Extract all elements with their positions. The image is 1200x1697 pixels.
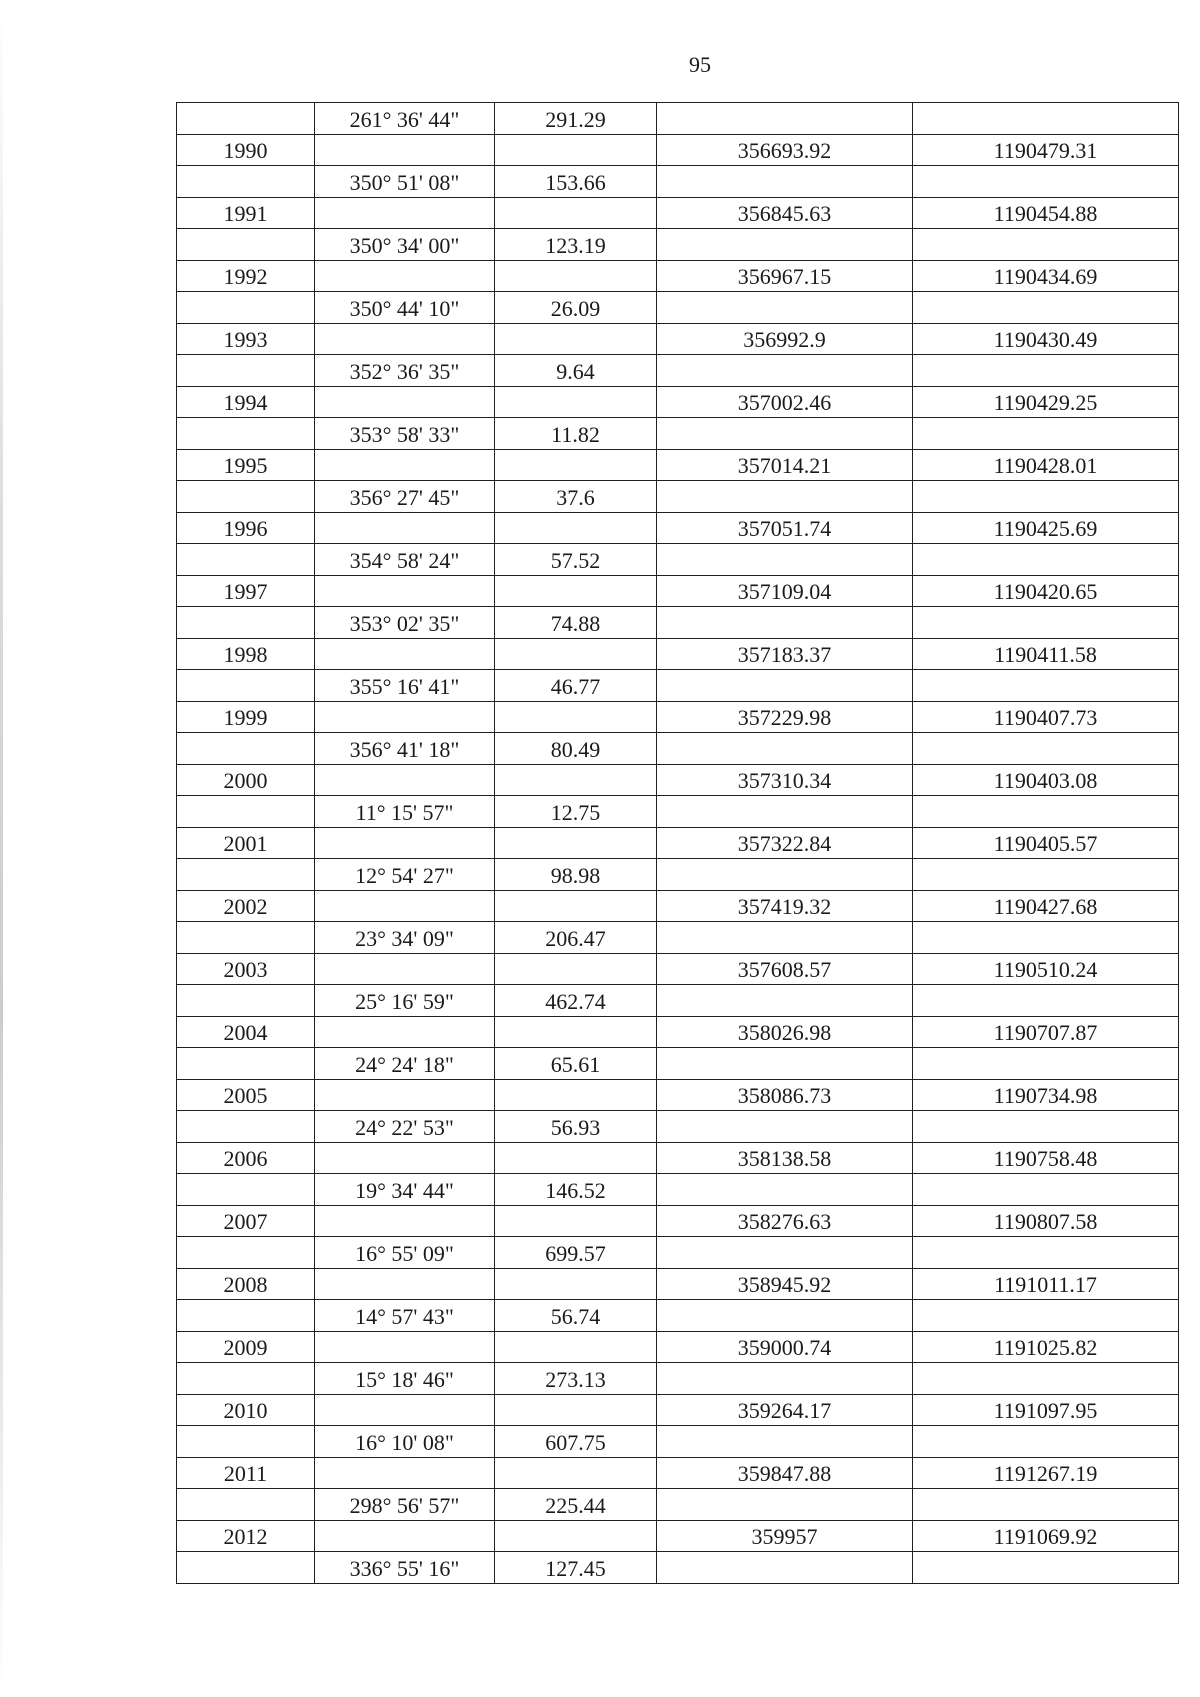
northing-cell xyxy=(657,1363,913,1395)
northing-cell xyxy=(657,922,913,954)
northing-cell xyxy=(657,859,913,891)
table-row xyxy=(177,1394,1179,1426)
easting-cell xyxy=(913,733,1179,765)
bearing-cell: 261° 36' 44" xyxy=(315,103,495,135)
year-cell: 1992 xyxy=(177,260,315,292)
northing-cell xyxy=(657,544,913,576)
table-row xyxy=(177,260,1179,292)
northing-cell: 359000.74 xyxy=(657,1331,913,1363)
easting-cell: 1191011.17 xyxy=(913,1268,1179,1300)
year-cell: 1998 xyxy=(177,638,315,670)
year-cell: 1991 xyxy=(177,197,315,229)
easting-cell: 1190407.73 xyxy=(913,701,1179,733)
distance-cell: 46.77 xyxy=(495,670,657,702)
distance-cell: 56.74 xyxy=(495,1300,657,1332)
northing-cell xyxy=(657,1552,913,1584)
bearing-cell xyxy=(315,1016,495,1048)
year-cell: 2009 xyxy=(177,1331,315,1363)
easting-cell: 1191069.92 xyxy=(913,1520,1179,1552)
distance-cell xyxy=(495,638,657,670)
table-row xyxy=(177,1048,1179,1080)
bearing-cell: 354° 58' 24" xyxy=(315,544,495,576)
year-cell xyxy=(177,544,315,576)
distance-cell xyxy=(495,890,657,922)
easting-cell xyxy=(913,1237,1179,1269)
year-cell xyxy=(177,607,315,639)
table-row xyxy=(177,764,1179,796)
northing-cell xyxy=(657,796,913,828)
bearing-cell xyxy=(315,1205,495,1237)
northing-cell: 357310.34 xyxy=(657,764,913,796)
northing-cell: 357002.46 xyxy=(657,386,913,418)
bearing-cell: 336° 55' 16" xyxy=(315,1552,495,1584)
easting-cell xyxy=(913,103,1179,135)
distance-cell xyxy=(495,1520,657,1552)
distance-cell: 80.49 xyxy=(495,733,657,765)
year-cell: 2010 xyxy=(177,1394,315,1426)
distance-cell: 65.61 xyxy=(495,1048,657,1080)
table-row xyxy=(177,1142,1179,1174)
northing-cell: 358945.92 xyxy=(657,1268,913,1300)
northing-cell xyxy=(657,166,913,198)
distance-cell: 153.66 xyxy=(495,166,657,198)
year-cell: 2007 xyxy=(177,1205,315,1237)
easting-cell xyxy=(913,1174,1179,1206)
easting-cell xyxy=(913,1363,1179,1395)
bearing-cell xyxy=(315,764,495,796)
easting-cell: 1190420.65 xyxy=(913,575,1179,607)
bearing-cell: 23° 34' 09" xyxy=(315,922,495,954)
distance-cell xyxy=(495,1457,657,1489)
distance-cell xyxy=(495,1016,657,1048)
table-row xyxy=(177,985,1179,1017)
northing-cell xyxy=(657,985,913,1017)
northing-cell: 356992.9 xyxy=(657,323,913,355)
easting-cell xyxy=(913,607,1179,639)
bearing-cell xyxy=(315,1394,495,1426)
northing-cell xyxy=(657,1489,913,1521)
table-row xyxy=(177,1552,1179,1584)
table-row xyxy=(177,859,1179,891)
easting-cell xyxy=(913,544,1179,576)
year-cell xyxy=(177,1300,315,1332)
easting-cell xyxy=(913,670,1179,702)
bearing-cell xyxy=(315,638,495,670)
easting-cell xyxy=(913,166,1179,198)
distance-cell xyxy=(495,1394,657,1426)
table-row xyxy=(177,607,1179,639)
year-cell: 1999 xyxy=(177,701,315,733)
easting-cell xyxy=(913,796,1179,828)
table-row xyxy=(177,953,1179,985)
easting-cell xyxy=(913,922,1179,954)
distance-cell xyxy=(495,449,657,481)
northing-cell: 357419.32 xyxy=(657,890,913,922)
bearing-cell: 19° 34' 44" xyxy=(315,1174,495,1206)
bearing-cell: 350° 44' 10" xyxy=(315,292,495,324)
table-row xyxy=(177,418,1179,450)
northing-cell: 359264.17 xyxy=(657,1394,913,1426)
year-cell xyxy=(177,796,315,828)
year-cell: 2006 xyxy=(177,1142,315,1174)
northing-cell xyxy=(657,1111,913,1143)
distance-cell: 127.45 xyxy=(495,1552,657,1584)
distance-cell: 9.64 xyxy=(495,355,657,387)
northing-cell xyxy=(657,1048,913,1080)
distance-cell: 12.75 xyxy=(495,796,657,828)
year-cell xyxy=(177,1174,315,1206)
easting-cell: 1191267.19 xyxy=(913,1457,1179,1489)
easting-cell: 1190454.88 xyxy=(913,197,1179,229)
easting-cell xyxy=(913,1300,1179,1332)
easting-cell: 1190425.69 xyxy=(913,512,1179,544)
table-row xyxy=(177,134,1179,166)
easting-cell xyxy=(913,985,1179,1017)
year-cell xyxy=(177,1048,315,1080)
table-row xyxy=(177,670,1179,702)
survey-table-body xyxy=(177,103,1179,1584)
table-row xyxy=(177,103,1179,135)
northing-cell: 357051.74 xyxy=(657,512,913,544)
bearing-cell: 355° 16' 41" xyxy=(315,670,495,702)
distance-cell xyxy=(495,197,657,229)
easting-cell xyxy=(913,1048,1179,1080)
distance-cell: 291.29 xyxy=(495,103,657,135)
easting-cell xyxy=(913,1552,1179,1584)
easting-cell xyxy=(913,481,1179,513)
table-row xyxy=(177,638,1179,670)
year-cell xyxy=(177,166,315,198)
bearing-cell xyxy=(315,323,495,355)
northing-cell: 358026.98 xyxy=(657,1016,913,1048)
easting-cell: 1191025.82 xyxy=(913,1331,1179,1363)
year-cell xyxy=(177,985,315,1017)
year-cell xyxy=(177,1237,315,1269)
easting-cell: 1190427.68 xyxy=(913,890,1179,922)
northing-cell: 357183.37 xyxy=(657,638,913,670)
easting-cell: 1190429.25 xyxy=(913,386,1179,418)
table-row xyxy=(177,1520,1179,1552)
table-row xyxy=(177,922,1179,954)
distance-cell: 607.75 xyxy=(495,1426,657,1458)
bearing-cell xyxy=(315,449,495,481)
table-row xyxy=(177,292,1179,324)
distance-cell xyxy=(495,701,657,733)
distance-cell xyxy=(495,1142,657,1174)
bearing-cell: 11° 15' 57" xyxy=(315,796,495,828)
bearing-cell: 353° 02' 35" xyxy=(315,607,495,639)
page-number: 95 xyxy=(689,52,711,77)
distance-cell: 462.74 xyxy=(495,985,657,1017)
year-cell: 1995 xyxy=(177,449,315,481)
easting-cell: 1190430.49 xyxy=(913,323,1179,355)
bearing-cell xyxy=(315,260,495,292)
easting-cell: 1190411.58 xyxy=(913,638,1179,670)
table-row xyxy=(177,575,1179,607)
distance-cell: 11.82 xyxy=(495,418,657,450)
table-row xyxy=(177,229,1179,261)
table-row xyxy=(177,481,1179,513)
table-row xyxy=(177,701,1179,733)
bearing-cell xyxy=(315,134,495,166)
distance-cell: 123.19 xyxy=(495,229,657,261)
table-row xyxy=(177,1489,1179,1521)
year-cell: 2002 xyxy=(177,890,315,922)
distance-cell: 206.47 xyxy=(495,922,657,954)
northing-cell xyxy=(657,355,913,387)
northing-cell xyxy=(657,229,913,261)
northing-cell: 356693.92 xyxy=(657,134,913,166)
distance-cell: 273.13 xyxy=(495,1363,657,1395)
scan-edge-shadow xyxy=(0,0,3,1697)
year-cell: 2003 xyxy=(177,953,315,985)
year-cell: 1990 xyxy=(177,134,315,166)
distance-cell xyxy=(495,512,657,544)
distance-cell xyxy=(495,386,657,418)
distance-cell xyxy=(495,260,657,292)
distance-cell xyxy=(495,134,657,166)
northing-cell xyxy=(657,1426,913,1458)
easting-cell xyxy=(913,229,1179,261)
distance-cell: 26.09 xyxy=(495,292,657,324)
table-row xyxy=(177,512,1179,544)
year-cell: 1996 xyxy=(177,512,315,544)
easting-cell xyxy=(913,292,1179,324)
easting-cell: 1191097.95 xyxy=(913,1394,1179,1426)
bearing-cell: 24° 24' 18" xyxy=(315,1048,495,1080)
survey-table xyxy=(176,102,1179,1584)
northing-cell xyxy=(657,607,913,639)
table-row xyxy=(177,1111,1179,1143)
distance-cell: 37.6 xyxy=(495,481,657,513)
northing-cell xyxy=(657,733,913,765)
distance-cell xyxy=(495,953,657,985)
distance-cell: 146.52 xyxy=(495,1174,657,1206)
year-cell: 2005 xyxy=(177,1079,315,1111)
northing-cell: 358138.58 xyxy=(657,1142,913,1174)
northing-cell: 357322.84 xyxy=(657,827,913,859)
year-cell xyxy=(177,1363,315,1395)
bearing-cell: 12° 54' 27" xyxy=(315,859,495,891)
distance-cell xyxy=(495,1079,657,1111)
year-cell xyxy=(177,355,315,387)
table-row xyxy=(177,1237,1179,1269)
year-cell: 1994 xyxy=(177,386,315,418)
northing-cell xyxy=(657,292,913,324)
distance-cell xyxy=(495,827,657,859)
bearing-cell: 16° 55' 09" xyxy=(315,1237,495,1269)
distance-cell: 98.98 xyxy=(495,859,657,891)
distance-cell xyxy=(495,323,657,355)
bearing-cell xyxy=(315,1079,495,1111)
table-row xyxy=(177,827,1179,859)
distance-cell: 225.44 xyxy=(495,1489,657,1521)
table-row xyxy=(177,1426,1179,1458)
year-cell xyxy=(177,481,315,513)
bearing-cell xyxy=(315,701,495,733)
bearing-cell: 356° 41' 18" xyxy=(315,733,495,765)
easting-cell: 1190758.48 xyxy=(913,1142,1179,1174)
northing-cell: 358086.73 xyxy=(657,1079,913,1111)
distance-cell: 699.57 xyxy=(495,1237,657,1269)
bearing-cell: 298° 56' 57" xyxy=(315,1489,495,1521)
table-row xyxy=(177,1457,1179,1489)
year-cell xyxy=(177,922,315,954)
year-cell xyxy=(177,1552,315,1584)
table-row xyxy=(177,1016,1179,1048)
distance-cell: 56.93 xyxy=(495,1111,657,1143)
easting-cell: 1190405.57 xyxy=(913,827,1179,859)
easting-cell: 1190403.08 xyxy=(913,764,1179,796)
bearing-cell xyxy=(315,827,495,859)
distance-cell xyxy=(495,575,657,607)
table-row xyxy=(177,1268,1179,1300)
northing-cell xyxy=(657,1174,913,1206)
table-row xyxy=(177,449,1179,481)
year-cell: 2011 xyxy=(177,1457,315,1489)
bearing-cell: 15° 18' 46" xyxy=(315,1363,495,1395)
easting-cell xyxy=(913,1111,1179,1143)
easting-cell: 1190807.58 xyxy=(913,1205,1179,1237)
northing-cell xyxy=(657,1300,913,1332)
easting-cell: 1190428.01 xyxy=(913,449,1179,481)
easting-cell xyxy=(913,418,1179,450)
easting-cell: 1190434.69 xyxy=(913,260,1179,292)
bearing-cell: 350° 34' 00" xyxy=(315,229,495,261)
easting-cell xyxy=(913,1489,1179,1521)
bearing-cell: 16° 10' 08" xyxy=(315,1426,495,1458)
year-cell: 2004 xyxy=(177,1016,315,1048)
table-row xyxy=(177,355,1179,387)
year-cell: 2008 xyxy=(177,1268,315,1300)
year-cell xyxy=(177,859,315,891)
easting-cell xyxy=(913,355,1179,387)
northing-cell: 358276.63 xyxy=(657,1205,913,1237)
bearing-cell xyxy=(315,953,495,985)
year-cell: 2012 xyxy=(177,1520,315,1552)
year-cell: 1997 xyxy=(177,575,315,607)
northing-cell: 357229.98 xyxy=(657,701,913,733)
northing-cell: 357608.57 xyxy=(657,953,913,985)
table-row xyxy=(177,890,1179,922)
bearing-cell xyxy=(315,890,495,922)
year-cell xyxy=(177,1426,315,1458)
bearing-cell xyxy=(315,1142,495,1174)
year-cell: 2000 xyxy=(177,764,315,796)
table-row xyxy=(177,1205,1179,1237)
northing-cell: 357014.21 xyxy=(657,449,913,481)
bearing-cell: 356° 27' 45" xyxy=(315,481,495,513)
bearing-cell xyxy=(315,575,495,607)
table-row xyxy=(177,323,1179,355)
northing-cell: 359957 xyxy=(657,1520,913,1552)
table-row xyxy=(177,197,1179,229)
northing-cell xyxy=(657,481,913,513)
northing-cell: 359847.88 xyxy=(657,1457,913,1489)
distance-cell: 74.88 xyxy=(495,607,657,639)
table-row xyxy=(177,733,1179,765)
year-cell xyxy=(177,103,315,135)
year-cell: 1993 xyxy=(177,323,315,355)
table-row xyxy=(177,544,1179,576)
year-cell xyxy=(177,229,315,261)
bearing-cell xyxy=(315,197,495,229)
northing-cell xyxy=(657,103,913,135)
year-cell xyxy=(177,1489,315,1521)
year-cell: 2001 xyxy=(177,827,315,859)
distance-cell xyxy=(495,1331,657,1363)
distance-cell xyxy=(495,764,657,796)
bearing-cell xyxy=(315,1268,495,1300)
bearing-cell: 352° 36' 35" xyxy=(315,355,495,387)
bearing-cell xyxy=(315,1331,495,1363)
year-cell xyxy=(177,733,315,765)
year-cell xyxy=(177,1111,315,1143)
bearing-cell: 25° 16' 59" xyxy=(315,985,495,1017)
table-row xyxy=(177,1079,1179,1111)
easting-cell: 1190707.87 xyxy=(913,1016,1179,1048)
year-cell xyxy=(177,418,315,450)
bearing-cell: 350° 51' 08" xyxy=(315,166,495,198)
table-row xyxy=(177,386,1179,418)
northing-cell: 357109.04 xyxy=(657,575,913,607)
table-row xyxy=(177,1300,1179,1332)
bearing-cell xyxy=(315,1457,495,1489)
distance-cell xyxy=(495,1205,657,1237)
easting-cell: 1190734.98 xyxy=(913,1079,1179,1111)
bearing-cell: 14° 57' 43" xyxy=(315,1300,495,1332)
year-cell xyxy=(177,670,315,702)
bearing-cell: 24° 22' 53" xyxy=(315,1111,495,1143)
bearing-cell xyxy=(315,1520,495,1552)
table-row xyxy=(177,1174,1179,1206)
bearing-cell xyxy=(315,386,495,418)
distance-cell xyxy=(495,1268,657,1300)
northing-cell xyxy=(657,670,913,702)
year-cell xyxy=(177,292,315,324)
table-row xyxy=(177,1331,1179,1363)
distance-cell: 57.52 xyxy=(495,544,657,576)
table-row xyxy=(177,166,1179,198)
bearing-cell xyxy=(315,512,495,544)
easting-cell xyxy=(913,1426,1179,1458)
northing-cell: 356845.63 xyxy=(657,197,913,229)
northing-cell: 356967.15 xyxy=(657,260,913,292)
table-row xyxy=(177,796,1179,828)
easting-cell: 1190510.24 xyxy=(913,953,1179,985)
northing-cell xyxy=(657,1237,913,1269)
easting-cell: 1190479.31 xyxy=(913,134,1179,166)
table-row xyxy=(177,1363,1179,1395)
bearing-cell: 353° 58' 33" xyxy=(315,418,495,450)
easting-cell xyxy=(913,859,1179,891)
northing-cell xyxy=(657,418,913,450)
